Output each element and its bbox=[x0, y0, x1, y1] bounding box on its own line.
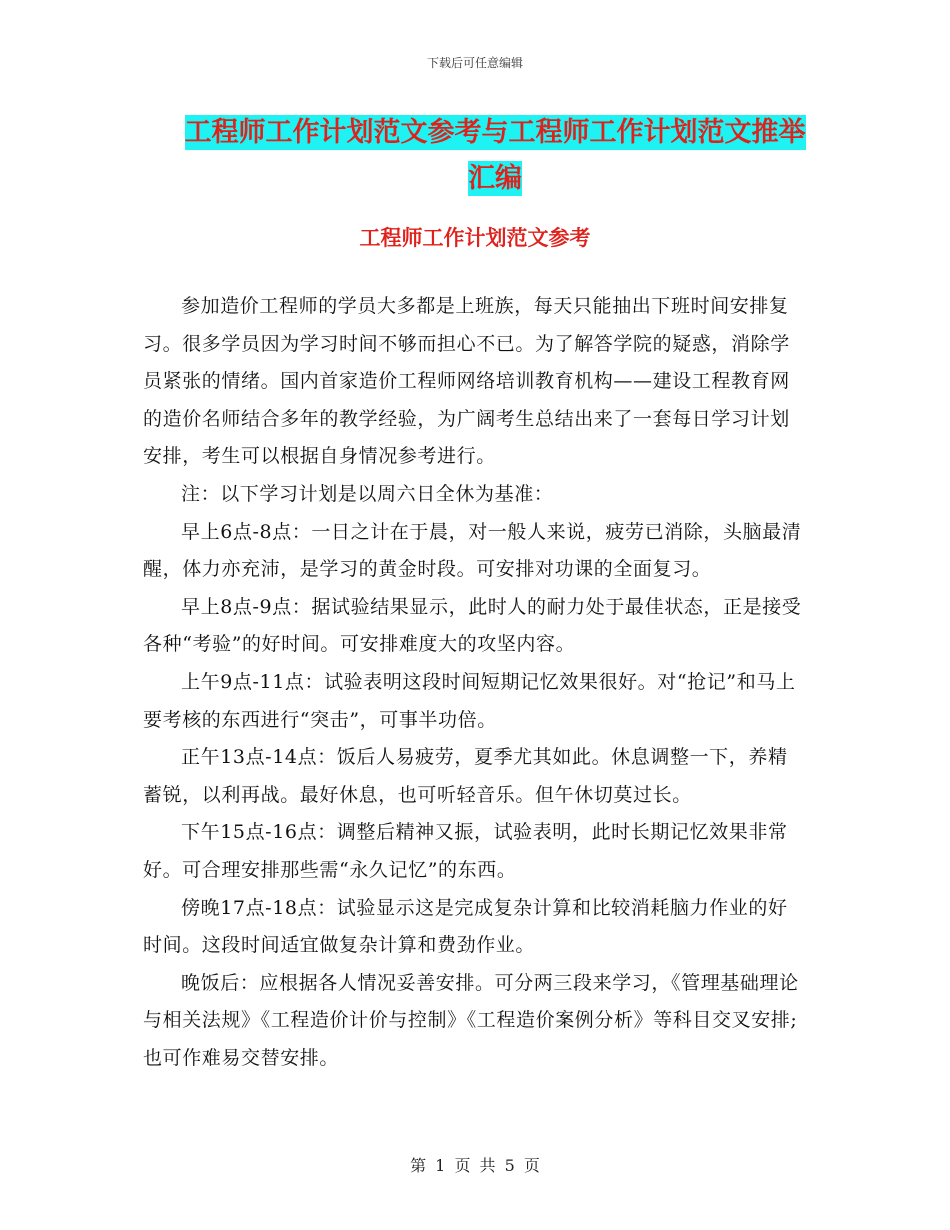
paragraph: 早上6点-8点：一日之计在于晨，对一般人来说，疲劳已消除，头脑最清醒，体力亦充沛，是学习的黄金时段。可安排对功课的全面复习。 bbox=[143, 520, 802, 581]
paragraph: 参加造价工程师的学员大多都是上班族，每天只能抽出下班时间安排复习。很多学员因为学习时间不够而担心不已。为了解答学院的疑惑，消除学员紧张的情绪。国内首家造价工程师网络培训教育机构——建设工程教育网的造价名师结合多年的教学经验，为广阔考生总结出来了一套每日学习计划安排，考生可以根据自身情况参考进行。 bbox=[143, 295, 790, 468]
paragraph: 注：以下学习计划是以周六日全休为基准： bbox=[181, 482, 554, 505]
document-title bbox=[150, 110, 840, 202]
paragraph: 上午9点-11点：试验表明这段时间短期记忆效果很好。对“抢记”和马上要考核的东西进行“突击”，可事半功倍。 bbox=[143, 670, 796, 731]
paragraph: 傍晚17点-18点：试验显示这是完成复杂计算和比较消耗脑力作业的好时间。这段时间适宜做复杂计算和费劲作业。 bbox=[143, 896, 788, 957]
document-title-line1: 工程师工作计划范文参考与工程师工作计划范文推举 bbox=[184, 117, 806, 148]
body-text bbox=[143, 288, 803, 1077]
document-title-line2: 汇编 bbox=[468, 163, 522, 194]
section-title: 工程师工作计划范文参考 bbox=[359, 226, 591, 250]
header-note: 下载后可任意编辑 bbox=[426, 56, 523, 70]
page-footer: 第 1 页 共 5 页 bbox=[410, 1156, 540, 1175]
paragraph: 早上8点-9点：据试验结果显示，此时人的耐力处于最佳状态，正是接受各种“考验”的好时间。可安排难度大的攻坚内容。 bbox=[143, 595, 802, 656]
paragraph: 下午15点-16点：调整后精神又振，试验表明，此时长期记忆效果非常好。可合理安排那些需“永久记忆”的东西。 bbox=[143, 821, 788, 881]
paragraph: 正午13点-14点：饭后人易疲劳，夏季尤其如此。休息调整一下，养精蓄锐，以利再战。最好休息，也可听轻音乐。但午休切莫过长。 bbox=[143, 746, 788, 806]
paragraph: 晚饭后：应根据各人情况妥善安排。可分两三段来学习，《管理基础理论与相关法规》《工程造价计价与控制》《工程造价案例分析》等科目交叉安排;也可作难易交替安排。 bbox=[143, 971, 799, 1069]
